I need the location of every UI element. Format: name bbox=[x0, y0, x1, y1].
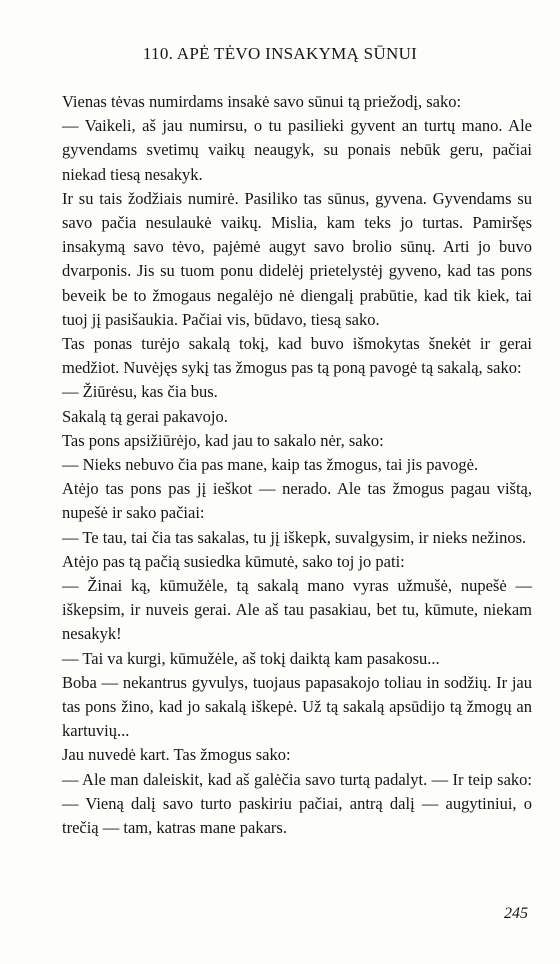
paragraph: — Vaikeli, aš jau numirsu, o tu pasilieki gyvent an turtų mano. Ale gyvendams svetimų vaikų neaugyk, su ponais nebūk geru, pačiai niekad tiesą nesakyk. bbox=[62, 116, 532, 184]
text-body bbox=[62, 90, 532, 840]
paragraph: Atėjo pas tą pačią susiedka kūmutė, sako toj jo pati: bbox=[62, 551, 405, 571]
chapter-title: 110. APĖ TĖVO INSAKYMĄ SŪNUI bbox=[142, 44, 418, 63]
paragraph: Tas ponas turėjo sakalą tokį, kad buvo išmokytas šnekėt ir gerai medžiot. Nuvėjęs sykį tas žmogus pas tą poną pavogė tą sakalą, sako: bbox=[62, 334, 532, 378]
paragraph: Sakalą tą gerai pakavojo. bbox=[62, 406, 228, 426]
page-number: 245 bbox=[504, 905, 528, 922]
paragraph: — Žinai ką, kūmužėle, tą sakalą mano vyras užmušė, nupešė — iškepsim, ir nuveis gerai. Ale aš tau pasakiau, bet tu, kūmute, niekam nesakyk! bbox=[62, 576, 532, 644]
paragraph: Vienas tėvas numirdams insakė savo sūnui tą priežodį, sako: bbox=[62, 92, 462, 111]
paragraph: — Tai va kurgi, kūmužėle, aš tokį daiktą kam pasakosu... bbox=[62, 648, 440, 668]
paragraph: Tas pons apsižiūrėjo, kad jau to sakalo nėr, sako: bbox=[62, 430, 384, 450]
paragraph: Ir su tais žodžiais numirė. Pasiliko tas sūnus, gyvena. Gyvendams su savo pačia nesulaukė vaikų. Mislia, kam teks jo turtas. Pamiršęs insakymą savo tėvo, pajėmė augyt savo brolio sūnų. Arti jo buvo dvarponis. Jis su tuom ponu didelėj prietelystėj gyveno, kad tas pons beveik be to žmogaus negalėjo nė diengalį prabūtie, kad tik kiek, tai tuoj jį pasišaukia. Pačiai vis, būdavo, tiesą sako. bbox=[62, 188, 532, 329]
paragraph: — Te tau, tai čia tas sakalas, tu jį iškepk, suvalgysim, ir nieks nežinos. bbox=[62, 527, 527, 547]
paragraph: Boba — nekantrus gyvulys, tuojaus papasakojo toliau in sodžių. Ir jau tas pons žino, kad jo sakalą iškepė. Už tą sakalą apsūdijo tą žmogų an kartuvių... bbox=[62, 672, 532, 741]
paragraph: — Žiūrėsu, kas čia bus. bbox=[62, 382, 218, 402]
paragraph: Jau nuvedė kart. Tas žmogus sako: bbox=[62, 745, 291, 765]
paragraph: — Ale man daleiskit, kad aš galėčia savo turtą padalyt. — Ir teip sako: — Vieną dalį savo turto paskiriu pačiai, antrą dalį — augytiniui, o trečią — tam, katras mane pakars. bbox=[62, 769, 532, 838]
paragraph: Atėjo tas pons pas jį ieškot — nerado. Ale tas žmogus pagau vištą, nupešė ir sako pačiai: bbox=[62, 479, 532, 523]
paragraph: — Nieks nebuvo čia pas mane, kaip tas žmogus, tai jis pavogė. bbox=[62, 455, 479, 475]
